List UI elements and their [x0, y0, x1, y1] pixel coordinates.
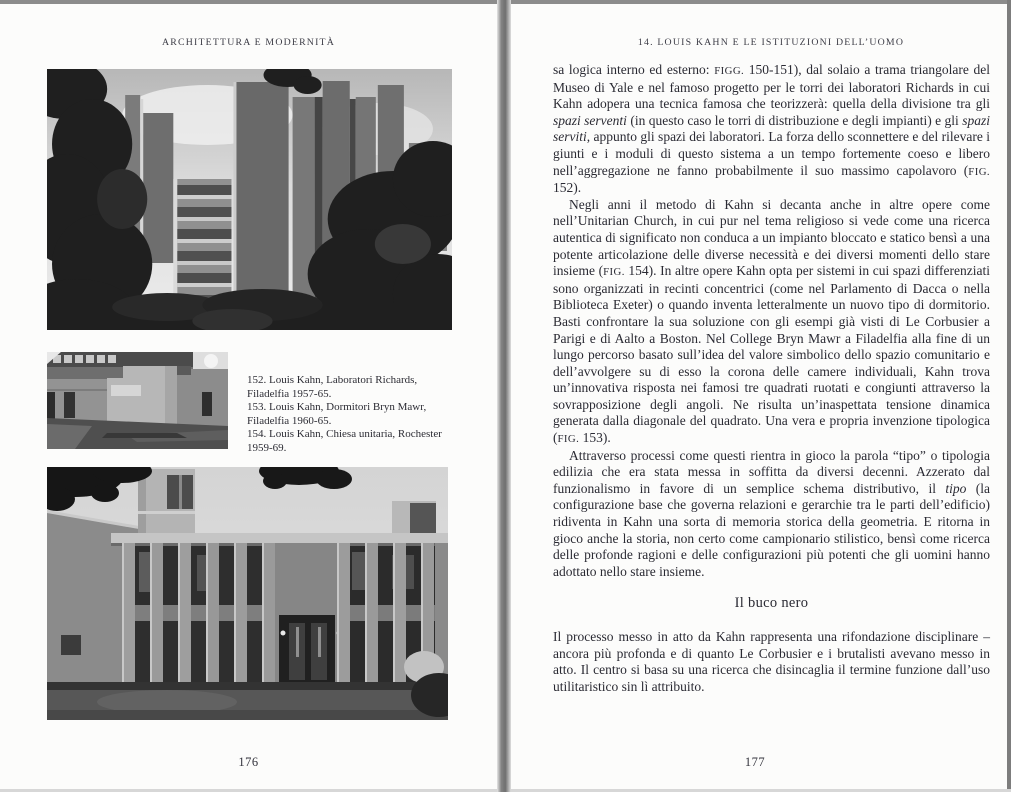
left-running-header: ARCHITETTURA E MODERNITÀ — [161, 37, 336, 48]
unitarian-church-photo — [47, 467, 448, 720]
figure-richards-laboratories — [47, 69, 452, 330]
right-page-number: 177 — [744, 755, 766, 769]
page-gutter — [497, 0, 511, 792]
section-heading: Il buco nero — [734, 595, 809, 612]
right-running-header: 14. LOUIS KAHN E LE ISTITUZIONI DELL’UOMO — [637, 37, 905, 48]
richards-laboratories-photo — [47, 69, 452, 330]
body-text — [553, 62, 990, 695]
figure-unitarian-church — [47, 467, 448, 720]
right-page — [511, 0, 1011, 792]
figure-bryn-mawr-dormitories — [47, 352, 228, 449]
caption-152: 152. Louis Kahn, Laboratori Richards, Filadelfia 1957-65. — [247, 374, 418, 400]
paragraph-1: sa logica interno ed esterno: FIGG. 150-151), dal solaio a trama triangolare del Museo di Yale e nel famoso progetto per le torri dei laboratori Richards in cui Kahn adopera una tecnica famosa che teorizzerà: quella della divisione tra gli spazi serventi (in questo caso le torri di distribuzione e degli impianti) e gli spazi serviti, appunto gli spazi dei laboratori. La forza dello sconnettere e del rilevare i giunti e i moduli di questo sistema a un tempo fortemente coeso e libero nell’aggregazione ne fanno probabilmente il suo massimo capolavoro (FIG. 152). — [553, 62, 990, 196]
paragraph-3: Attraverso processi come questi rientra in gioco la parola “tipo” o tipologia edilizia che era stata messa in soffitta da diversi decenni. Azzerato dal funzionalismo in favore di un semplice schema distributivo, il tipo (la configurazione base che governa relazioni e gerarchie tra le parti dell’edificio) ridiventa in Kahn una sorta di memoria storica della geometria. E ritorna in gioco anche la storia, non certo come campionario stilistico, bensì come ricerca delle profonde ragioni e delle configurazioni più potenti che gli uomini hanno adottato nello stare insieme. — [553, 447, 990, 579]
entrance-bay — [275, 543, 342, 682]
left-page — [0, 0, 497, 792]
colonnade-left — [122, 543, 275, 682]
paragraph-2: Negli anni il metodo di Kahn si decanta anche in altre opere come nell’Unitarian Church, in cui pur nel tema religioso si vede come una ricerca autentica di significato non conduca a un impianto bloccato e statico bensì a una potente articolazione delle diverse necessità e dei diversi momenti dello stare insieme (FIG. 154). In altre opere Kahn opta per sistemi in cui spazi differenziati sono organizzati in recinti concentrici (come nel Parlamento di Dacca o nella Biblioteca Exeter) o quando inventa letteralmente un nuovo tipo di dormitorio. Basti confrontare la sua soluzione con gli esempi già visti di Le Corbusier a Parigi e di Aalto a Boston. Nel College Bryn Mawr a Filadelfia alla fine di un lungo percorso basato sull’idea del valore simbolico dello spazio comunitario e dell’avvolgere su di esso la corona delle camere individuali, Kahn trova un’innovativa risposta nei famosi tre quadrati ruotati e congiunti attraverso la sovrapposizione degli angoli. Ne risulta un’inaspettata tensione dinamica generata dalla diagonale del quadrato. Una vera e propria invenzione tipologica (FIG. 153). — [553, 196, 990, 446]
caption-154: 154. Louis Kahn, Chiesa unitaria, Rochester 1959-69. — [247, 428, 442, 454]
figure-captions — [247, 374, 451, 456]
caption-153: 153. Louis Kahn, Dormitori Bryn Mawr, Filadelfia 1960-65. — [247, 401, 427, 427]
stair-tower — [138, 469, 195, 543]
bryn-mawr-dormitories-photo — [47, 352, 228, 449]
paragraph-4: Il processo messo in atto da Kahn rappresenta una rifondazione disciplinare – ancora più profonda e di quanto Le Corbusier e i brutalisti avevano messo in atto. Il centro si basa su una ricerca che disincaglia il termine funzione dall’uso utilitaristico sin lì attribuito. — [553, 629, 990, 694]
left-page-number: 176 — [238, 755, 259, 769]
